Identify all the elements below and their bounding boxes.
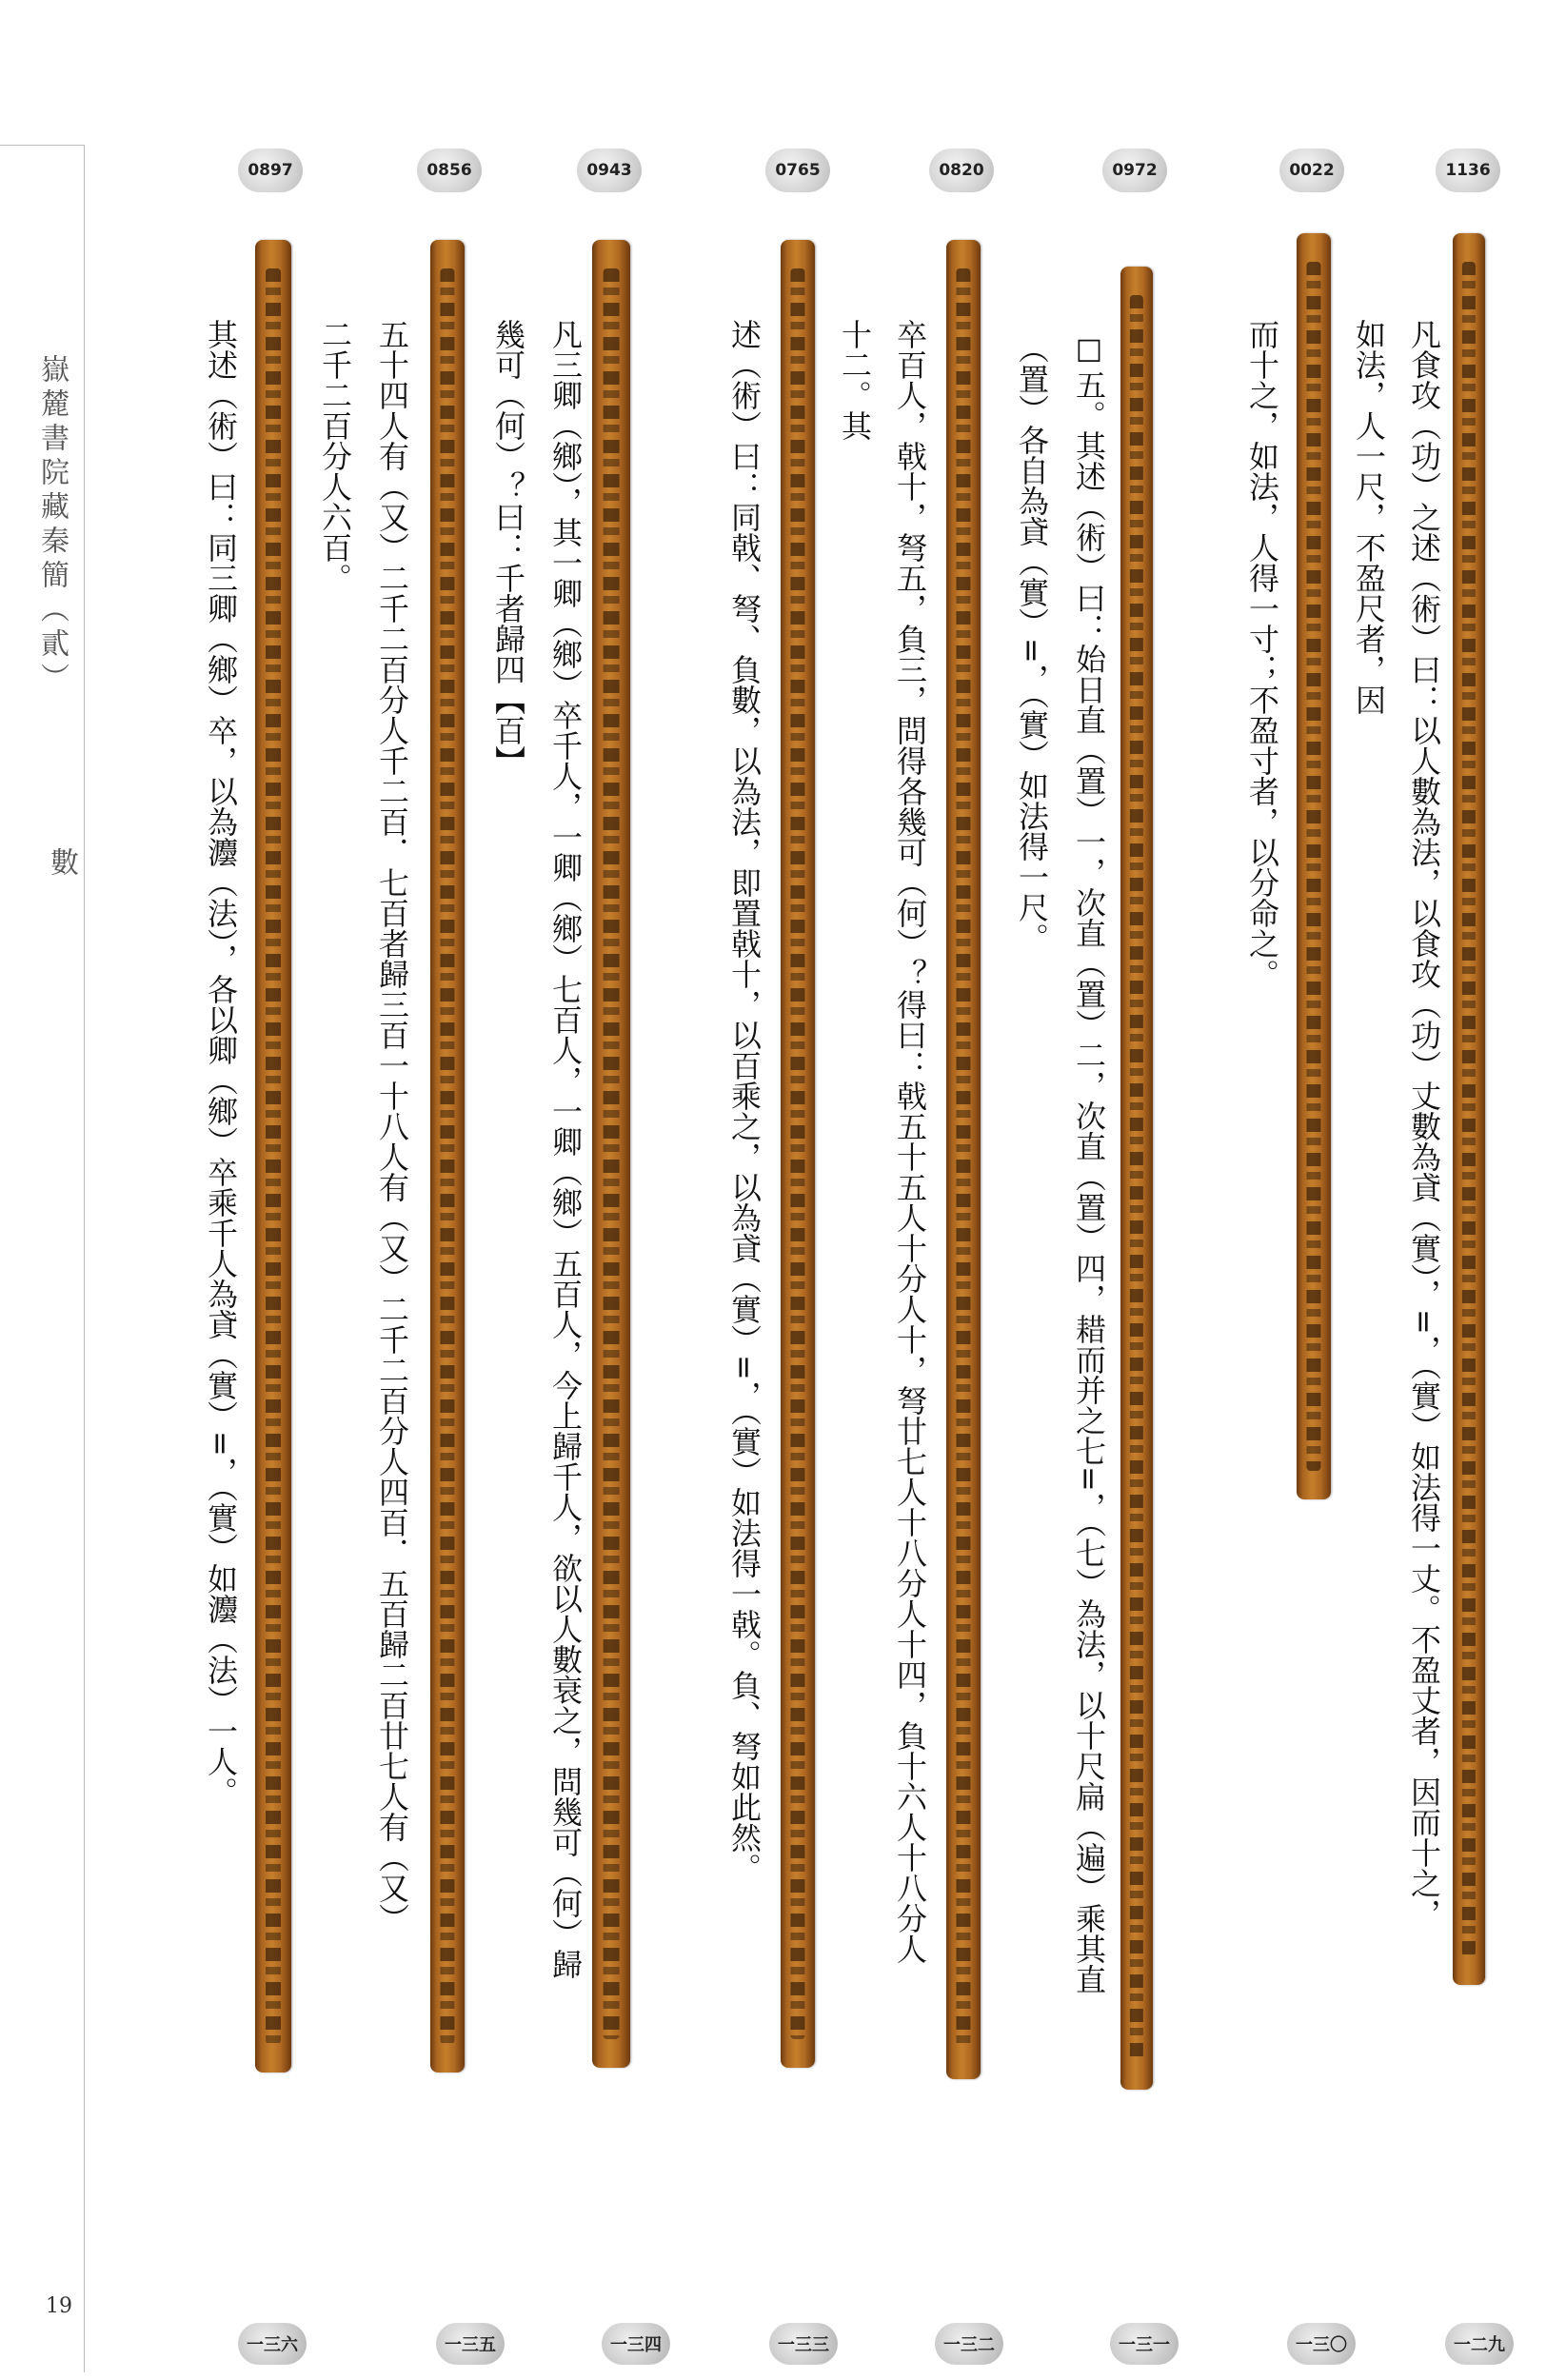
slip-ink <box>1130 295 1143 2061</box>
slip-id-badge: 0022 <box>1279 149 1344 192</box>
left-rule-top <box>0 145 84 146</box>
transcription-line: 凡三卿（鄉），其一卿（鄉）卒千人，一卿（鄉）七百人，一卿（鄉）五百人，今上歸千人，欲以人數衰之，問幾可（何）歸 <box>547 319 584 1979</box>
slip-ink <box>440 268 454 2044</box>
page-number: 19 <box>46 2294 72 2318</box>
slip-ink <box>604 268 620 2039</box>
slip-number-badge: 一三四 <box>602 2323 670 2365</box>
slip-id-badge: 1136 <box>1436 149 1500 192</box>
slip-number-badge: 一三〇 <box>1287 2323 1356 2365</box>
slip-id-badge: 0765 <box>765 149 830 192</box>
transcription-line: 幾可（何）？曰：千者歸四【百】 <box>490 319 526 776</box>
slip-number-badge: 一三三 <box>769 2323 838 2365</box>
transcription-line: 如法，人一尺，不盈尺者，因 <box>1351 319 1387 715</box>
transcription-line: 述（術）曰：同戟、弩、負數，以為法，即置戟十，以百乘之，以為貣（實）=，（實）如法得一戟。負、弩如此然。 <box>726 319 763 1883</box>
slip-number-badge: 一三五 <box>436 2323 505 2365</box>
bamboo-slip <box>1453 233 1485 1985</box>
transcription-line: （置）各自為貣（實）=，（實）如法得一尺。 <box>1014 333 1050 953</box>
bamboo-slip <box>781 240 815 2068</box>
book-title: 嶽麓書院藏秦簡（貳） <box>35 354 69 697</box>
slip-ink <box>1462 262 1476 1956</box>
transcription-line: 十二。其 <box>837 319 873 441</box>
slip-id-badge: 0856 <box>417 149 482 192</box>
bamboo-slip <box>255 240 291 2073</box>
slip-number-badge: 一三一 <box>1110 2323 1179 2365</box>
transcription-line: 其述（術）曰：同三卿（鄉）卒，以為灋（法），各以卿（鄉）卒乘千人為貣（實）=，（實）如灋（法）一人。 <box>203 319 239 1807</box>
transcription-line: 二千二百分人六百。 <box>317 319 353 593</box>
bamboo-slip <box>430 240 465 2073</box>
slip-number-badge: 一三二 <box>935 2323 1003 2365</box>
slip-ink <box>956 268 970 2051</box>
section-label: 數 <box>45 847 78 876</box>
transcription-line: 而十之，如法，人得一寸；不盈寸者，以分命之。 <box>1244 319 1280 989</box>
transcription-line: ☐五。其述（術）曰：始日直（置）一，次直（置）二，次直（置）四，耤而并之七=，（七）為法，以十尺扁（遍）乘其直 <box>1071 333 1107 1994</box>
slip-id-badge: 0943 <box>577 149 642 192</box>
transcription-line: 五十四人有（又）二千二百分人千二百．七百者歸三百一十八人有（又）二千二百分人四百．五百歸二百廿七人有（又） <box>374 319 410 1934</box>
slip-number-badge: 一二九 <box>1445 2323 1514 2365</box>
bamboo-slip <box>1297 233 1331 1499</box>
transcription-line: 凡食攻（功）之述（術）曰：以人數為法，以食攻（功）丈數為貣（實），=，（實）如法得一丈。不盈丈者，因而十之， <box>1406 319 1442 1929</box>
slip-id-badge: 0820 <box>929 149 994 192</box>
bamboo-slip <box>1120 267 1153 2090</box>
slip-ink <box>790 268 804 2039</box>
transcription-line: 卒百人，戟十，弩五，負三，問得各幾可（何）？得曰：戟五十五人十分人十，弩廿七人十八分人十四，負十六人十八分人 <box>892 319 928 1964</box>
bamboo-slip <box>946 240 981 2079</box>
slip-id-badge: 0897 <box>238 149 303 192</box>
bamboo-slip <box>592 240 630 2068</box>
slip-ink <box>1306 262 1320 1471</box>
left-rule-vertical <box>84 145 85 2372</box>
slip-id-badge: 0972 <box>1102 149 1167 192</box>
slip-ink <box>266 268 281 2044</box>
slip-number-badge: 一三六 <box>238 2323 307 2365</box>
